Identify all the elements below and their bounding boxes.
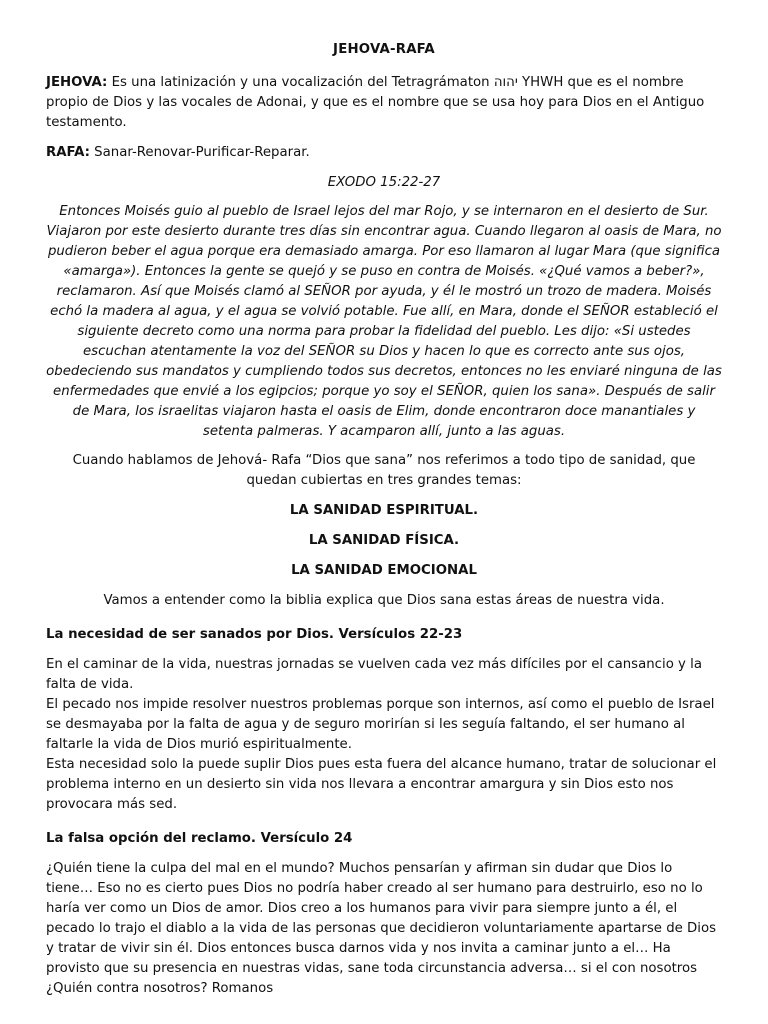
body-paragraph: El pecado nos impide resolver nuestros problemas porque son internos, así como el pueblo de Israel se desmayaba por la falta de agua y de seguro morirían si les seguía faltando, el ser humano al faltarle la vida de Dios murió espiritualmente. — [46, 697, 715, 752]
closing-line: Vamos a entender como la biblia explica que Dios sana estas áreas de nuestra vida. — [103, 593, 665, 608]
section-heading: La falsa opción del reclamo. Versículo 24 — [46, 831, 353, 846]
definition-text: Sanar-Renovar-Purificar-Reparar. — [89, 145, 310, 160]
body-paragraph: Esta necesidad solo la puede suplir Dios pues esta fuera del alcance humano, tratar de solucionar el problema interno en un desierto sin vida nos llevara a encontrar amargura y sin Dios esto nos provocara más sed. — [46, 757, 717, 812]
definition-rafa — [46, 143, 722, 163]
definition-term: JEHOVA: — [46, 75, 108, 90]
topic-physical: LA SANIDAD FÍSICA. — [308, 533, 460, 548]
page-title: JEHOVA-RAFA — [333, 42, 435, 57]
section-heading: La necesidad de ser sanados por Dios. Versículos 22-23 — [46, 627, 463, 642]
section-body — [46, 655, 722, 815]
body-paragraph: En el caminar de la vida, nuestras jornadas se vuelven cada vez más difíciles por el cansancio y la falta de vida. — [46, 657, 702, 692]
scripture-reference: EXODO 15:22-27 — [327, 175, 441, 190]
definition-jehova — [46, 73, 722, 133]
intro-paragraph: Cuando hablamos de Jehová- Rafa “Dios que sana” nos referimos a todo tipo de sanidad, que quedan cubiertas en tres grandes temas: — [72, 453, 696, 488]
definition-term: RAFA: — [46, 145, 90, 160]
topic-spiritual: LA SANIDAD ESPIRITUAL. — [289, 503, 479, 518]
body-paragraph: ¿Quién tiene la culpa del mal en el mundo? Muchos pensarían y afirman sin dudar que Dios lo tiene… Eso no es cierto pues Dios no podría haber creado al ser humano para destruirlo, eso no lo haría ver como un Dios de amor. Dios creo a los humanos para vivir para siempre junto a él, el pecado lo trajo el diablo a la vida de las personas que decidieron voluntariamente apartarse de Dios y tratar de vivir sin él. Dios entonces busca darnos vida y nos invita a caminar junto a el… Ha provisto que su presencia en nuestras vidas, sane toda circunstancia adversa… si el con nosotros ¿Quién contra nosotros? Romanos — [46, 861, 717, 996]
definition-text: Es una latinización y una vocalización del Tetragrámaton יהוה YHWH que es el nombre propio de Dios y las vocales de Adonai, y que es el nombre que se usa hoy para Dios en el Antiguo testamento. — [46, 75, 705, 130]
topic-emotional: LA SANIDAD EMOCIONAL — [291, 563, 477, 578]
scripture-passage: Entonces Moisés guio al pueblo de Israel lejos del mar Rojo, y se internaron en el desierto de Sur. Viajaron por este desierto durante tres días sin encontrar agua. Cuando llegaron al oasis de Mara, no pudieron beber el agua porque era demasiado amarga. Por eso llamaron al lugar Mara (que significa «amarga»). Entonces la gente se quejó y se puso en contra de Moisés. «¿Qué vamos a beber?», reclamaron. Así que Moisés clamó al SEÑOR por ayuda, y él le mostró un trozo de madera. Moisés echó la madera al agua, y el agua se volvió potable. Fue allí, en Mara, donde el SEÑOR estableció el siguiente decreto como una norma para probar la fidelidad del pueblo. Les dijo: «Si ustedes escuchan atentamente la voz del SEÑOR su Dios y hacen lo que es correcto ante sus ojos, obedeciendo sus mandatos y cumpliendo todos sus decretos, entonces no les enviaré ninguna de las enfermedades que envié a los egipcios; porque yo soy el SEÑOR, quien los sana». Después de salir de Mara, los israelitas viajaron hasta el oasis de Elim, donde encontraron doce manantiales y setenta palmeras. Y acamparon allí, junto a las aguas. — [46, 204, 722, 439]
